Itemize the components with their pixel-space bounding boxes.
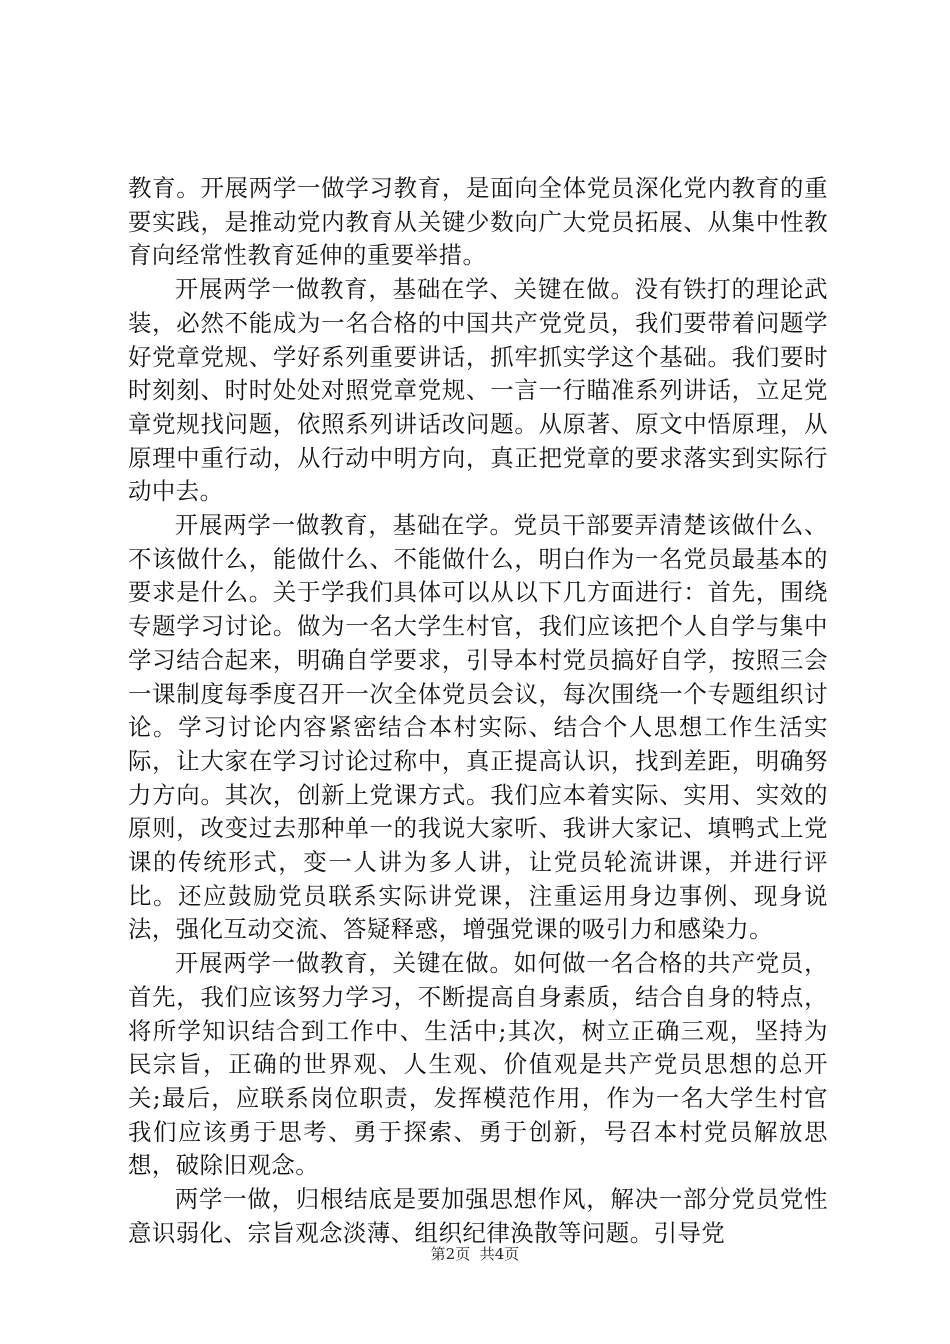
paragraph: 开展两学一做教育，基础在学。党员干部要弄清楚该做什么、不该做什么，能做什么、不能做什么，明白作为一名党员最基本的要求是什么。关于学我们具体可以从以下几方面进行：首先，围绕专题学习讨论。做为一名大学生村官，我们应该把个人自学与集中学习结合起来，明确自学要求，引导本村党员搞好自学，按照三会一课制度每季度召开一次全体党员会议，每次围绕一个专题组织讨论。学习讨论内容紧密结合本村实际、结合个人思想工作生活实际，让大家在学习讨论过称中，真正提高认识，找到差距，明确努力方向。其次，创新上党课方式。我们应本着实际、实用、实效的原则，改变过去那种单一的我说大家听、我讲大家记、填鸭式上党课的传统形式，变一人讲为多人讲，让党员轮流讲课，并进行评比。还应鼓励党员联系实际讲党课，注重运用身边事例、现身说法，强化互动交流、答疑释惑，增强党课的吸引力和感染力。 bbox=[128, 511, 828, 944]
page-number: 第2页 bbox=[430, 1245, 471, 1263]
document-body bbox=[128, 172, 828, 1251]
paragraph: 两学一做，归根结底是要加强思想作风，解决一部分党员党性意识弱化、宗旨观念淡薄、组织纪律涣散等问题。引导党 bbox=[128, 1185, 828, 1247]
page-footer bbox=[0, 1244, 950, 1264]
paragraph: 开展两学一做教育，关键在做。如何做一名合格的共产党员，首先，我们应该努力学习，不断提高自身素质，结合自身的特点，将所学知识结合到工作中、生活中;其次，树立正确三观，坚持为民宗旨，正确的世界观、人生观、价值观是共产党员思想的总开关;最后，应联系岗位职责，发挥模范作用，作为一名大学生村官我们应该勇于思考、勇于探索、勇于创新，号召本村党员解放思想，破除旧观念。 bbox=[128, 949, 828, 1180]
total-pages: 共4页 bbox=[479, 1245, 520, 1263]
paragraph: 教育。开展两学一做学习教育，是面向全体党员深化党内教育的重要实践，是推动党内教育从关键少数向广大党员拓展、从集中性教育向经常性教育延伸的重要举措。 bbox=[128, 174, 828, 270]
footer-spacer bbox=[470, 1245, 480, 1263]
paragraph: 开展两学一做教育，基础在学、关键在做。没有铁打的理论武装，必然不能成为一名合格的中国共产党党员，我们要带着问题学好党章党规、学好系列重要讲话，抓牢抓实学这个基础。我们要时时刻刻、时时处处对照党章党规、一言一行瞄准系列讲话，立足党章党规找问题，依照系列讲话改问题。从原著、原文中悟原理，从原理中重行动，从行动中明方向，真正把党章的要求落实到实际行动中去。 bbox=[128, 275, 828, 506]
